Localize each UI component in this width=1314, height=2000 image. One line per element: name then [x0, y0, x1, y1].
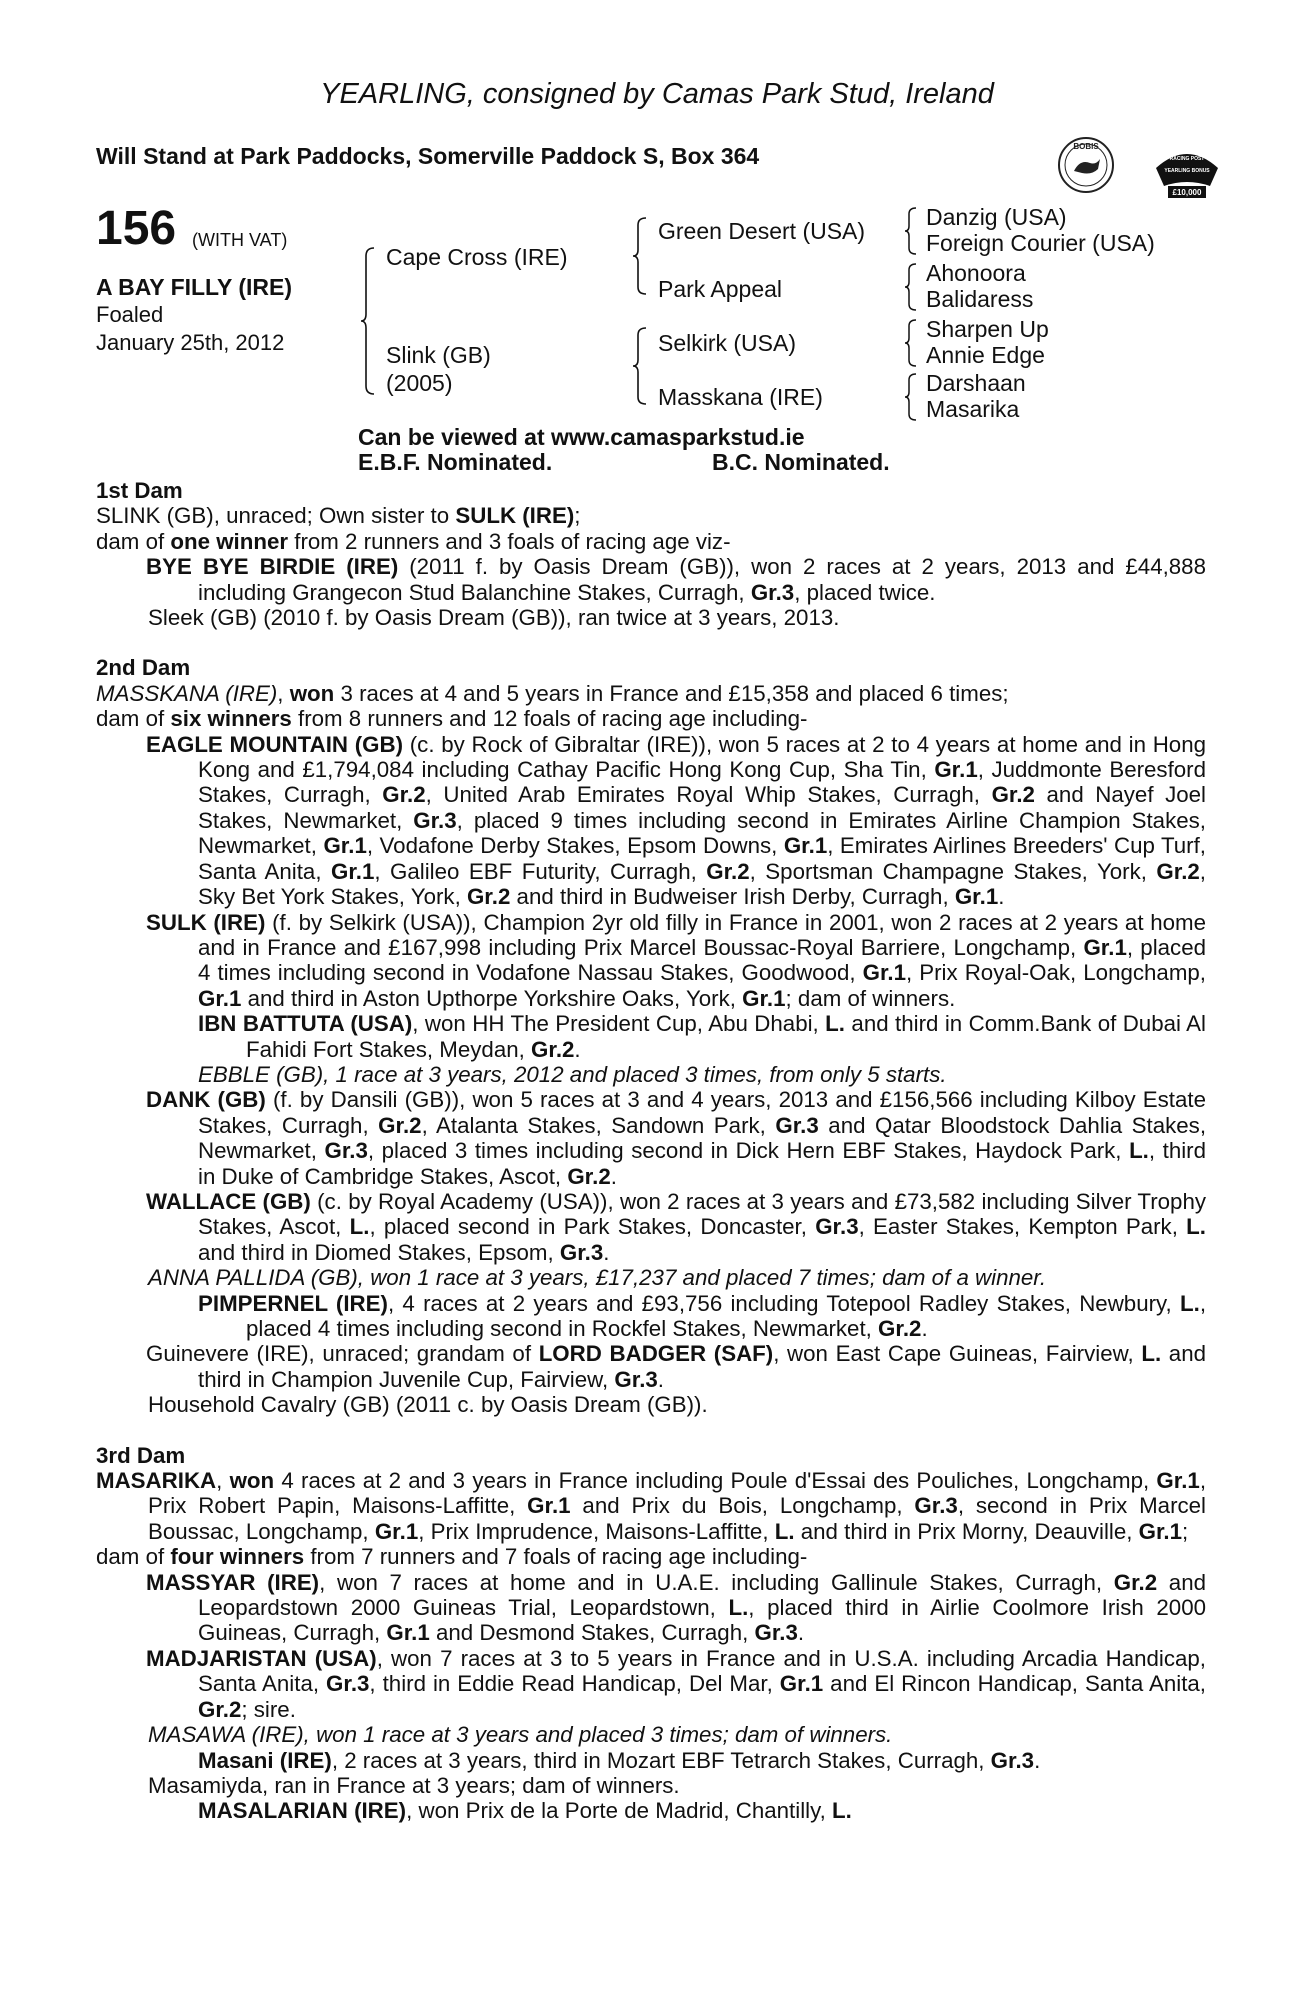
produce-ebble: EBBLE (GB), 1 race at 3 years, 2012 and placed 3 times, from only 5 starts. — [198, 1061, 947, 1087]
produce-anna-pallida: ANNA PALLIDA (GB), won 1 race at 3 years, £17,237 and placed 7 times; dam of a winner. — [148, 1265, 1047, 1291]
pedigree-g8: Masarika — [926, 396, 1020, 422]
produce-guinevere: Guinevere (IRE), unraced; grandam of LORD BADGER (SAF), won East Cape Guineas, Fairview, L. and third in Champion Juvenile Cup, Fairview, Gr.3. — [146, 1341, 1207, 1392]
pedigree-dam: Slink (GB) — [386, 342, 491, 368]
second-dam-line2: dam of six winners from 8 runners and 12 foals of racing age including- — [96, 706, 808, 732]
racing-post-bonus-icon — [1150, 140, 1224, 202]
pedigree-sire-dam: Park Appeal — [658, 276, 783, 302]
pedigree-sire-sire: Green Desert (USA) — [658, 218, 866, 244]
bobis-badge — [1056, 135, 1116, 195]
pedigree-g6: Annie Edge — [926, 342, 1045, 368]
first-dam-heading: 1st Dam — [96, 478, 183, 503]
pedigree-brace-g56 — [904, 318, 918, 368]
pedigree-g1: Danzig (USA) — [926, 204, 1067, 230]
produce-masamiyda: Masamiyda, ran in France at 3 years; dam of winners. — [148, 1772, 680, 1798]
ebf-nominated: E.B.F. Nominated. — [358, 449, 553, 475]
yearling-bonus-text: YEARLING BONUS — [1164, 168, 1210, 174]
bobis-logo-icon — [1056, 135, 1116, 195]
produce-masani: Masani (IRE), 2 races at 3 years, third in Mozart EBF Tetrarch Stakes, Curragh, Gr.3. — [198, 1747, 1041, 1773]
produce-madjaristan: MADJARISTAN (USA), won 7 races at 3 to 5 years in France and in U.S.A. including Arcadia Handicap, Santa Anita, Gr.3, third in Eddie Read Handicap, Del Mar, Gr.1 and El Rincon Handicap, Santa Anita, Gr.2; sire. — [146, 1645, 1206, 1722]
stand-location: Will Stand at Park Paddocks, Somerville Paddock S, Box 364 — [96, 143, 760, 169]
pedigree-g5: Sharpen Up — [926, 316, 1049, 342]
produce-masalarian: MASALARIAN (IRE), won Prix de la Porte de Madrid, Chantilly, L. — [198, 1798, 852, 1824]
pedigree-g2: Foreign Courier (USA) — [926, 230, 1155, 256]
foaled-date: January 25th, 2012 — [96, 330, 285, 355]
produce-wallace: WALLACE (GB) (c. by Royal Academy (USA)), won 2 races at 3 years and £73,582 including Silver Trophy Stakes, Ascot, L., placed second in Park Stakes, Doncaster, Gr.3, Easter Stakes, Kempton Park, L. and third in Diomed Stakes, Epsom, Gr.3. — [146, 1188, 1206, 1265]
pedigree-g4: Balidaress — [926, 286, 1034, 312]
pedigree-brace-g12 — [904, 206, 918, 256]
second-dam-line1: MASSKANA (IRE), won 3 races at 4 and 5 years in France and £15,358 and placed 6 times; — [96, 680, 1009, 706]
pedigree-dam-sire: Selkirk (USA) — [658, 330, 797, 356]
pedigree-dam-dam: Masskana (IRE) — [658, 384, 823, 410]
vat-label: (WITH VAT) — [192, 230, 288, 250]
first-dam-line2: dam of one winner from 2 runners and 3 foals of racing age viz- — [96, 528, 731, 554]
produce-bye-bye-birdie: BYE BYE BIRDIE (IRE) (2011 f. by Oasis Dream (GB)), won 2 races at 2 years, 2013 and £44,888 including Grangecon Stud Balanchine Stakes, Curragh, Gr.3, placed twice. — [146, 554, 1206, 605]
third-dam-heading: 3rd Dam — [96, 1442, 186, 1468]
second-dam-heading: 2nd Dam — [96, 655, 191, 681]
third-dam-line2: dam of four winners from 7 runners and 7 foals of racing age including- — [96, 1544, 808, 1570]
catalogue-body — [96, 478, 1206, 1824]
bonus-amount-text: £10,000 — [1172, 188, 1202, 197]
lot-number: 156 — [96, 202, 177, 255]
first-dam-line1: SLINK (GB), unraced; Own sister to SULK (IRE); — [96, 503, 581, 529]
yearling-bonus-badge — [1150, 140, 1224, 202]
pedigree-sire: Cape Cross (IRE) — [386, 244, 568, 270]
foaled-label: Foaled — [96, 302, 164, 327]
produce-pimpernel: PIMPERNEL (IRE), 4 races at 2 years and £93,756 including Totepool Radley Stakes, Newbury, L., placed 4 times including second in Rockfel Stakes, Newmarket, Gr.2. — [198, 1290, 1207, 1341]
produce-dank: DANK (GB) (f. by Dansili (GB)), won 5 races at 3 and 4 years, 2013 and £156,566 including Kilboy Estate Stakes, Curragh, Gr.2, Atalanta Stakes, Sandown Park, Gr.3 and Qatar Bloodstock Dahlia Stakes, Newmarket, Gr.3, placed 3 times including second in Dick Hern EBF Stakes, Haydock Park, L., third in Duke of Cambridge Stakes, Ascot, Gr.2. — [146, 1087, 1207, 1189]
lot-description: A BAY FILLY (IRE) — [96, 274, 292, 300]
racing-post-text: RACING POST — [1169, 156, 1205, 162]
produce-sleek: Sleek (GB) (2010 f. by Oasis Dream (GB)), ran twice at 3 years, 2013. — [148, 605, 840, 631]
pedigree-dam-year: (2005) — [386, 370, 453, 396]
third-dam-masarika: MASARIKA, won 4 races at 2 and 3 years in France including Poule d'Essai des Pouliches, Longchamp, Gr.1, Prix Robert Papin, Maisons-Laffitte, Gr.1 and Prix du Bois, Longchamp, Gr.3, second in Prix Marcel Boussac, Longchamp, Gr.1, Prix Imprudence, Maisons-Laffitte, L. and third in Prix Morny, Deauville, Gr.1; — [96, 1468, 1207, 1544]
bobis-text: BOBIS — [1073, 142, 1099, 151]
produce-household-cavalry: Household Cavalry (GB) (2011 c. by Oasis Dream (GB)). — [148, 1392, 708, 1418]
produce-eagle-mountain: EAGLE MOUNTAIN (GB) (c. by Rock of Gibraltar (IRE)), won 5 races at 2 to 4 years at home and in Hong Kong and £1,794,084 including Cathay Pacific Hong Kong Cup, Sha Tin, Gr.1, Juddmonte Beresford Stakes, Curragh, Gr.2, United Arab Emirates Royal Whip Stakes, Curragh, Gr.2 and Nayef Joel Stakes, Newmarket, Gr.3, placed 9 times including second in Emirates Airline Champion Stakes, Newmarket, Gr.1, Vodafone Derby Stakes, Epsom Downs, Gr.1, Emirates Airlines Breeders' Cup Turf, Santa Anita, Gr.1, Galileo EBF Futurity, Curragh, Gr.2, Sportsman Champagne Stakes, York, Gr.2, Sky Bet York Stakes, York, Gr.2 and third in Budweiser Irish Derby, Curragh, Gr.1. — [146, 731, 1207, 910]
pedigree-g7: Darshaan — [926, 370, 1026, 396]
pedigree-brace-g78 — [904, 372, 918, 422]
bc-nominated: B.C. Nominated. — [712, 449, 890, 475]
pedigree-g3: Ahonoora — [926, 260, 1026, 286]
viewing-note: Can be viewed at www.camasparkstud.ie — [358, 424, 805, 450]
pedigree-brace-g34 — [904, 262, 918, 312]
produce-ibn-battuta: IBN BATTUTA (USA), won HH The President Cup, Abu Dhabi, L. and third in Comm.Bank of Dubai Al Fahidi Fort Stakes, Meydan, Gr.2. — [198, 1011, 1206, 1062]
consignment-title: YEARLING, consigned by Camas Park Stud, Ireland — [320, 78, 994, 110]
produce-sulk: SULK (IRE) (f. by Selkirk (USA)), Champion 2yr old filly in France in 2001, won 2 races at 2 years at home and in France and £167,998 including Prix Marcel Boussac-Royal Barriere, Longchamp, Gr.1, placed 4 times including second in Vodafone Nassau Stakes, Goodwood, Gr.1, Prix Royal-Oak, Longchamp, Gr.1 and third in Aston Upthorpe Yorkshire Oaks, York, Gr.1; dam of winners. — [146, 909, 1206, 1011]
pedigree-brace-main — [360, 246, 376, 396]
pedigree-brace-dam — [632, 326, 648, 406]
pedigree-brace-sire — [632, 216, 648, 296]
produce-masawa: MASAWA (IRE), won 1 race at 3 years and placed 3 times; dam of winners. — [148, 1722, 893, 1748]
produce-massyar: MASSYAR (IRE), won 7 races at home and in U.A.E. including Gallinule Stakes, Curragh, Gr.2 and Leopardstown 2000 Guineas Trial, Leopardstown, L., placed third in Airlie Coolmore Irish 2000 Guineas, Curragh, Gr.1 and Desmond Stakes, Curragh, Gr.3. — [146, 1569, 1207, 1646]
